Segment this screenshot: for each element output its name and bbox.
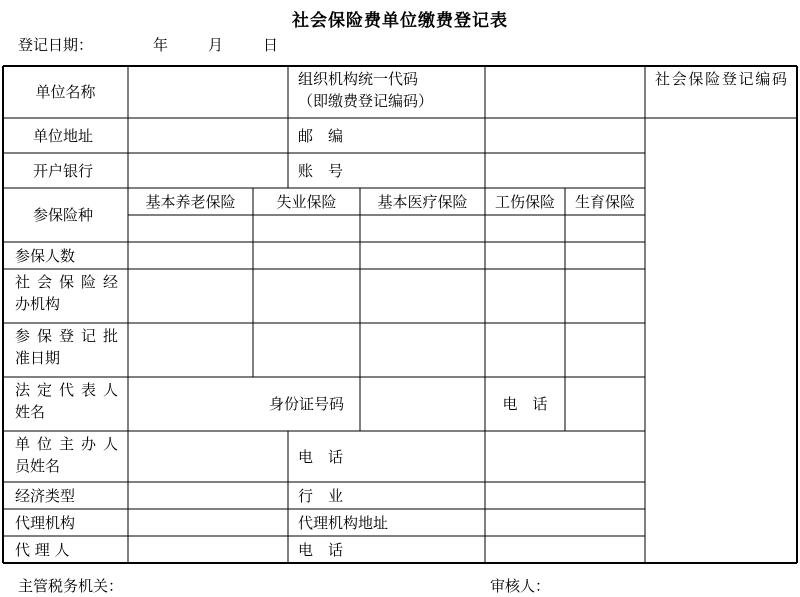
- registration-date-label: 登记日期：: [18, 36, 94, 54]
- legal-rep-name-field[interactable]: [128, 377, 253, 431]
- industry-field[interactable]: [485, 482, 645, 509]
- date-day-label: 日: [263, 36, 279, 54]
- insured-count-label: 参保人数: [15, 246, 76, 265]
- account-label: 账 号: [298, 161, 344, 180]
- unemployment-insurance-header: 失业保险: [276, 192, 337, 211]
- injury-insurance-header: 工伤保险: [494, 192, 555, 211]
- legal-rep-label-line1: 法定代表人: [15, 381, 118, 399]
- id-number-field[interactable]: [360, 377, 485, 431]
- org-code-label: [288, 68, 485, 118]
- manager-label: [15, 433, 118, 482]
- org-code-field[interactable]: [485, 66, 645, 118]
- manager-name-field[interactable]: [128, 431, 288, 482]
- manager-phone-field[interactable]: [485, 431, 645, 482]
- tax-office-label: 主管税务机关：: [18, 577, 124, 595]
- manager-phone-label: 电 话: [298, 447, 344, 466]
- social-security-code-label-text: 社会保险登记编码: [655, 70, 787, 88]
- reviewer-label: 审核人：: [490, 577, 551, 595]
- unit-address-label: 单位地址: [33, 126, 94, 145]
- agent-org-label: 代理机构: [15, 513, 76, 532]
- industry-label: 行 业: [298, 486, 344, 505]
- agent-person-label: 代 理 人: [15, 540, 70, 559]
- economic-type-field[interactable]: [128, 482, 288, 509]
- agent-person-field[interactable]: [128, 536, 288, 563]
- postcode-field[interactable]: [485, 118, 645, 153]
- agent-org-field[interactable]: [128, 509, 288, 536]
- org-code-label-line1: 组织机构统一代码: [298, 70, 419, 88]
- id-number-label: 身份证号码: [268, 395, 344, 413]
- postcode-label: 邮 编: [298, 126, 344, 145]
- unit-name-label: 单位名称: [35, 83, 96, 101]
- form-title: 社会保险费单位缴费登记表: [292, 11, 508, 31]
- unit-name-field[interactable]: [128, 66, 288, 118]
- unit-address-field[interactable]: [128, 118, 288, 153]
- medical-insurance-header: 基本医疗保险: [377, 192, 468, 211]
- manager-label-line2: 员姓名: [15, 457, 61, 475]
- bank-field[interactable]: [128, 153, 288, 188]
- legal-rep-label-line2: 姓名: [15, 403, 46, 421]
- date-year-label: 年: [153, 36, 169, 54]
- agent-address-label: 代理机构地址: [298, 513, 389, 532]
- maternity-insurance-header: 生育保险: [574, 192, 635, 211]
- agency-label-line1: 社会保险经: [15, 273, 118, 291]
- account-field[interactable]: [485, 153, 645, 188]
- agent-phone-field[interactable]: [485, 536, 645, 563]
- bank-label: 开户银行: [33, 161, 94, 180]
- pension-insurance-header: 基本养老保险: [145, 192, 236, 211]
- agency-label: [15, 271, 118, 323]
- date-month-label: 月: [208, 36, 224, 54]
- legal-rep-phone-field[interactable]: [565, 377, 645, 431]
- approval-date-label-line2: 准日期: [15, 349, 61, 367]
- social-security-code-field[interactable]: [645, 118, 797, 563]
- manager-label-line1: 单位主办人: [15, 435, 118, 453]
- insurance-type-label: 参保险种: [33, 206, 94, 224]
- approval-date-label: [15, 325, 118, 377]
- agency-label-line2: 办机构: [15, 295, 61, 313]
- economic-type-label: 经济类型: [15, 486, 76, 505]
- legal-rep-phone-label: 电 话: [502, 395, 548, 413]
- org-code-label-line2: （即缴费登记编码）: [298, 92, 434, 110]
- legal-rep-label: [15, 379, 118, 431]
- agent-phone-label: 电 话: [298, 540, 344, 559]
- agent-address-field[interactable]: [485, 509, 645, 536]
- social-security-code-label: [655, 68, 787, 118]
- approval-date-label-line1: 参保登记批: [15, 327, 118, 345]
